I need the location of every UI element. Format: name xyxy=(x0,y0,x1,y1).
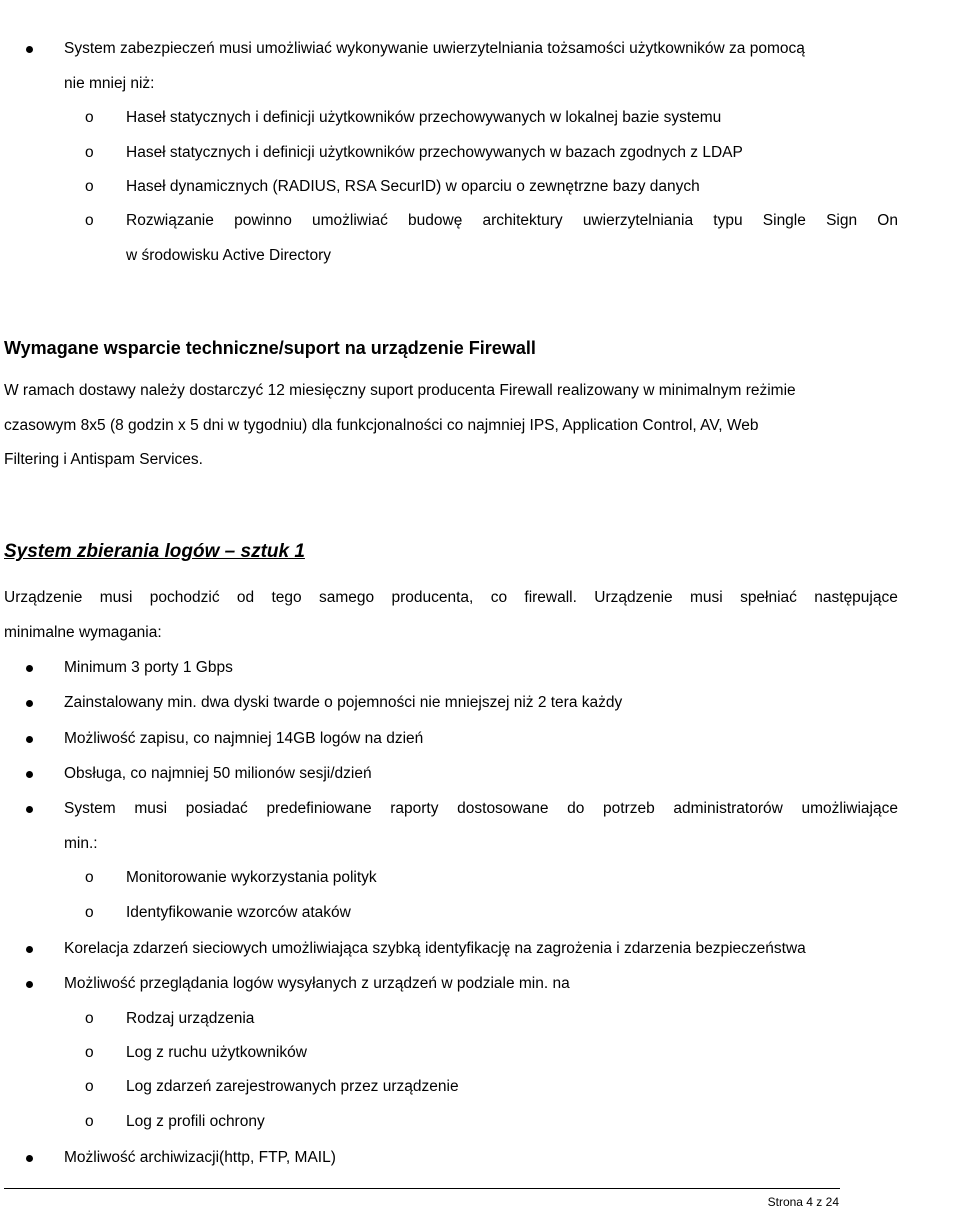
word: spełniać xyxy=(740,589,797,606)
page-number: Strona 4 z 24 xyxy=(767,1195,839,1209)
sub-item-text: Identyfikowanie wzorców ataków xyxy=(126,904,351,921)
list-item-text: Możliwość zapisu, co najmniej 14GB logów na dzień xyxy=(64,730,424,747)
bullet-dot xyxy=(26,946,33,953)
word: architektury xyxy=(482,212,563,229)
list-item-justified xyxy=(64,800,898,818)
word: Single xyxy=(762,212,806,229)
circle-bullet: o xyxy=(85,904,94,921)
section1-para-line: Filtering i Antispam Services. xyxy=(4,451,203,468)
bullet-dot xyxy=(26,46,33,53)
word: On xyxy=(877,212,898,229)
sub-item-text: Monitorowanie wykorzystania polityk xyxy=(126,869,377,886)
list-item-text: Korelacja zdarzeń sieciowych umożliwiająca szybką identyfikację na zagrożenia i zdarzenia bezpieczeństwa xyxy=(64,940,806,957)
word: raporty xyxy=(390,800,439,817)
bullet-dot xyxy=(26,736,33,743)
word: powinno xyxy=(234,212,292,229)
word: Urządzenie xyxy=(594,589,673,606)
list1-intro-line1: System zabezpieczeń musi umożliwiać wykonywanie uwierzytelniania tożsamości użytkowników za pomocą xyxy=(64,40,805,57)
word: producenta, xyxy=(391,589,474,606)
list1-sub4-line2: w środowisku Active Directory xyxy=(126,247,332,264)
list1-sub-text: Haseł dynamicznych (RADIUS, RSA SecurID) w oparciu o zewnętrzne bazy danych xyxy=(126,178,700,195)
word: Urządzenie xyxy=(4,589,83,606)
word: musi xyxy=(690,589,723,606)
word: do xyxy=(567,800,585,817)
word: administratorów xyxy=(673,800,783,817)
circle-bullet: o xyxy=(85,1078,94,1095)
circle-bullet: o xyxy=(85,869,94,886)
circle-bullet: o xyxy=(85,178,94,195)
section-heading-support: Wymagane wsparcie techniczne/suport na urządzenie Firewall xyxy=(4,338,536,358)
word: predefiniowane xyxy=(266,800,372,817)
word: Rozwiązanie xyxy=(126,212,214,229)
bullet-dot xyxy=(26,806,33,813)
word: umożliwiać xyxy=(312,212,388,229)
section2-para-line2: minimalne wymagania: xyxy=(4,624,162,641)
word: musi xyxy=(99,589,133,606)
word: pochodzić xyxy=(149,589,220,606)
word: tego xyxy=(271,589,302,606)
word: od xyxy=(236,589,255,606)
sub-item-text: Log z ruchu użytkowników xyxy=(126,1044,307,1061)
bullet-dot xyxy=(26,700,33,707)
list-item-text: Możliwość archiwizacji(http, FTP, MAIL) xyxy=(64,1149,336,1166)
circle-bullet: o xyxy=(85,144,94,161)
circle-bullet: o xyxy=(85,1044,94,1061)
list-item-text: Obsługa, co najmniej 50 milionów sesji/dzień xyxy=(64,765,372,782)
word: następujące xyxy=(814,589,898,606)
word: musi xyxy=(134,800,168,817)
sub-item-text: Rodzaj urządzenia xyxy=(126,1010,255,1027)
circle-bullet: o xyxy=(85,1113,94,1130)
section2-para-justified xyxy=(4,589,898,607)
bullet-dot xyxy=(26,665,33,672)
bullet-dot xyxy=(26,981,33,988)
sub-item-text: Log z profili ochrony xyxy=(126,1113,265,1130)
list-item-text: Zainstalowany min. dwa dyski twarde o pojemności nie mniejszej niż 2 tera każdy xyxy=(64,694,623,711)
bullet-dot xyxy=(26,771,33,778)
list1-sub-text: Haseł statycznych i definicji użytkowników przechowywanych w lokalnej bazie systemu xyxy=(126,109,722,126)
word: samego xyxy=(319,589,375,606)
circle-bullet: o xyxy=(85,1010,94,1027)
word: potrzeb xyxy=(603,800,655,817)
bullet-dot xyxy=(26,1155,33,1162)
word: co xyxy=(490,589,508,606)
circle-bullet: o xyxy=(85,212,94,229)
word: firewall. xyxy=(524,589,577,606)
list1-sub-text: Haseł statycznych i definicji użytkowników przechowywanych w bazach zgodnych z LDAP xyxy=(126,144,743,161)
word: Sign xyxy=(826,212,858,229)
word: System xyxy=(64,800,116,817)
word: budowę xyxy=(408,212,463,229)
sub-item-text: Log zdarzeń zarejestrowanych przez urządzenie xyxy=(126,1078,459,1095)
word: umożliwiające xyxy=(801,800,898,817)
footer-rule xyxy=(4,1188,840,1189)
word: posiadać xyxy=(185,800,248,817)
section-heading-logs: System zbierania logów – sztuk 1 xyxy=(4,541,305,562)
word: uwierzytelniania xyxy=(582,212,694,229)
word: dostosowane xyxy=(457,800,549,817)
list-item-text: Minimum 3 porty 1 Gbps xyxy=(64,659,233,676)
list-item-text: min.: xyxy=(64,835,98,852)
list1-intro-line2: nie mniej niż: xyxy=(64,75,155,92)
list-item-text: Możliwość przeglądania logów wysyłanych z urządzeń w podziale min. na xyxy=(64,975,570,992)
word: typu xyxy=(713,212,743,229)
list1-sub4-justified xyxy=(126,212,898,230)
section1-para-line: czasowym 8x5 (8 godzin x 5 dni w tygodniu) dla funkcjonalności co najmniej IPS, Application Control, AV, Web xyxy=(4,417,759,434)
section1-para-line: W ramach dostawy należy dostarczyć 12 miesięczny suport producenta Firewall realizowany w minimalnym reżimie xyxy=(4,382,796,399)
circle-bullet: o xyxy=(85,109,94,126)
